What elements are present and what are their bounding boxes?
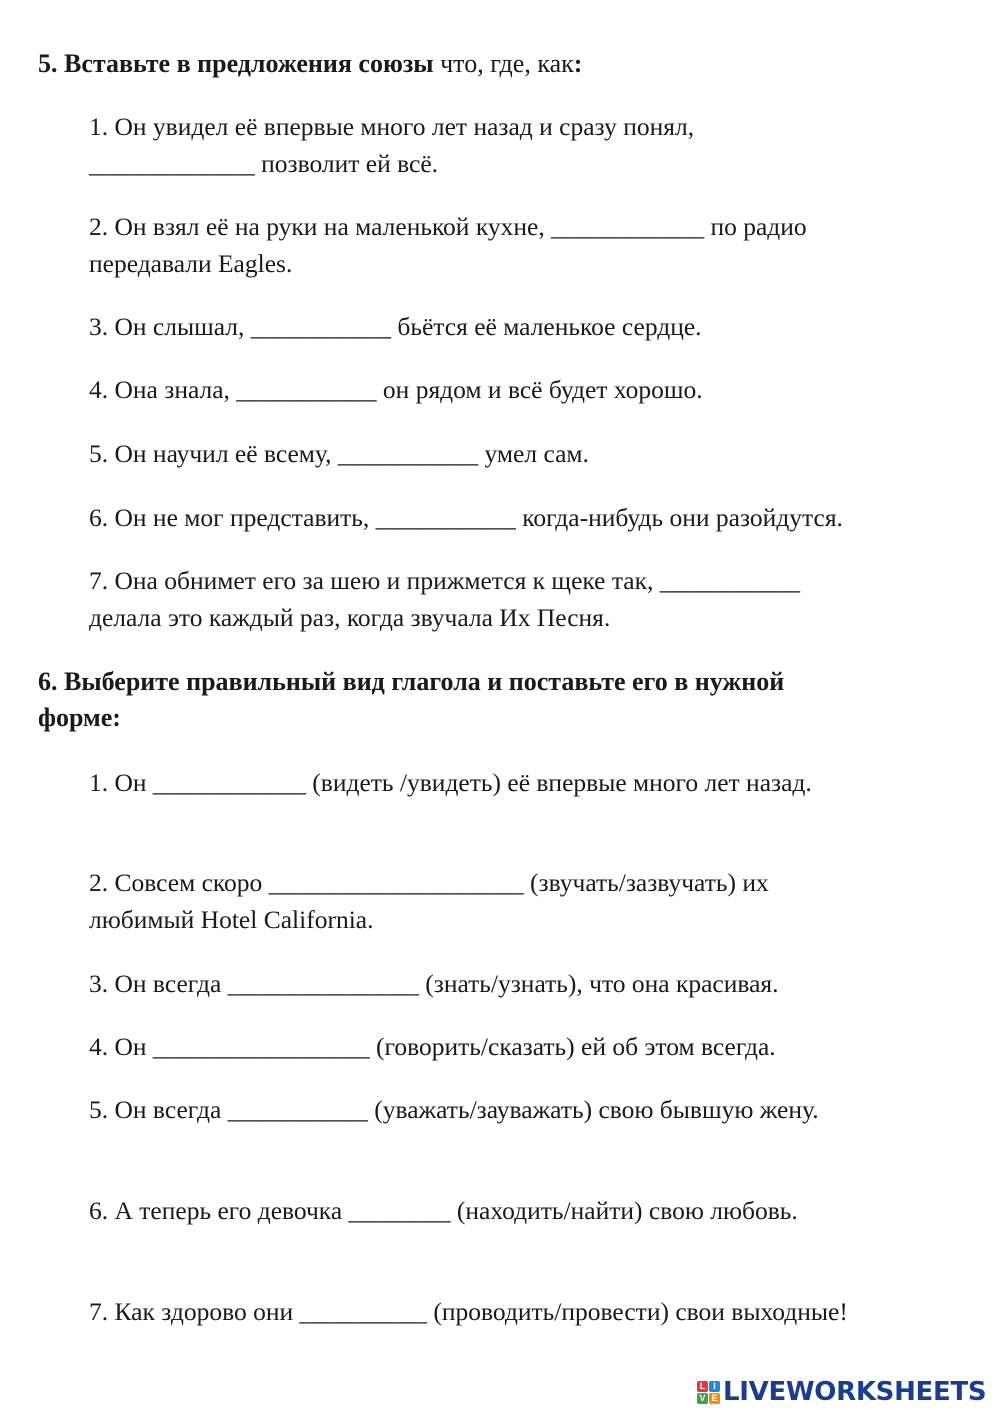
logo-mark-letter: I — [709, 1381, 720, 1392]
section5-title — [38, 46, 582, 82]
logo-mark-letter: L — [697, 1381, 708, 1392]
item-line: передавали Eagles. — [89, 249, 293, 278]
item-line: 4. Она знала, ___________ он рядом и всё будет хорошо. — [89, 375, 703, 404]
item-line: 5. Он всегда ___________ (уважать/зауважать) свою бывшую жену. — [89, 1095, 819, 1124]
section5-item-2 — [89, 208, 984, 282]
section6-item-1 — [89, 764, 984, 801]
item-line: 5. Он научил её всему, ___________ умел сам. — [89, 439, 589, 468]
section6-item-3 — [89, 965, 984, 1002]
section5-item-7 — [89, 562, 984, 636]
item-line: 3. Он слышал, ___________ бьётся её маленькое сердце. — [89, 312, 702, 341]
item-line: 1. Он ____________ (видеть /увидеть) её впервые много лет назад. — [89, 768, 812, 797]
section5-title-conjunctions: что, где, как — [433, 49, 574, 78]
section6-item-7 — [89, 1293, 984, 1330]
section6-item-6 — [89, 1192, 984, 1229]
item-line: 3. Он всегда _______________ (знать/узнать), что она красивая. — [89, 969, 779, 998]
item-line: _____________ позволит ей всё. — [89, 149, 439, 178]
section5-title-colon: : — [573, 49, 583, 78]
section5-item-4 — [89, 371, 984, 408]
section5-item-1 — [89, 108, 984, 182]
section6-item-5 — [89, 1091, 984, 1128]
liveworksheets-logo[interactable] — [697, 1376, 986, 1408]
logo-mark-icon — [697, 1381, 720, 1404]
section5-item-3 — [89, 308, 984, 345]
item-line: 7. Как здорово они __________ (проводить/провести) свои выходные! — [89, 1297, 848, 1326]
item-line: любимый Hotel California. — [89, 905, 374, 934]
logo-mark-letter: E — [709, 1393, 720, 1404]
item-line: 7. Она обнимет его за шею и прижмется к щеке так, ___________ — [89, 566, 800, 595]
item-line: 1. Он увидел её впервые много лет назад и сразу понял, — [89, 112, 695, 141]
item-line: 4. Он _________________ (говорить/сказать) ей об этом всегда. — [89, 1032, 776, 1061]
item-line: делала это каждый раз, когда звучала Их Песня. — [89, 603, 611, 632]
section6-item-4 — [89, 1028, 984, 1065]
section5-item-6 — [89, 499, 984, 536]
section6-title — [38, 664, 784, 736]
section6-item-2 — [89, 864, 984, 938]
item-line: 2. Совсем скоро ____________________ (звучать/зазвучать) их — [89, 868, 769, 897]
section5-title-bold: 5. Вставьте в предложения союзы — [38, 49, 434, 78]
section6-title-line: 6. Выберите правильный вид глагола и поставьте его в нужной — [38, 667, 785, 696]
logo-mark-letter: V — [697, 1393, 708, 1404]
section5-item-5 — [89, 435, 984, 472]
logo-text: LIVEWORKSHEETS — [723, 1377, 987, 1407]
section6-title-line: форме: — [38, 703, 121, 732]
item-line: 2. Он взял её на руки на маленькой кухне, ____________ по радио — [89, 212, 807, 241]
item-line: 6. Он не мог представить, ___________ когда-нибудь они разойдутся. — [89, 503, 843, 532]
item-line: 6. А теперь его девочка ________ (находить/найти) свою любовь. — [89, 1196, 798, 1225]
